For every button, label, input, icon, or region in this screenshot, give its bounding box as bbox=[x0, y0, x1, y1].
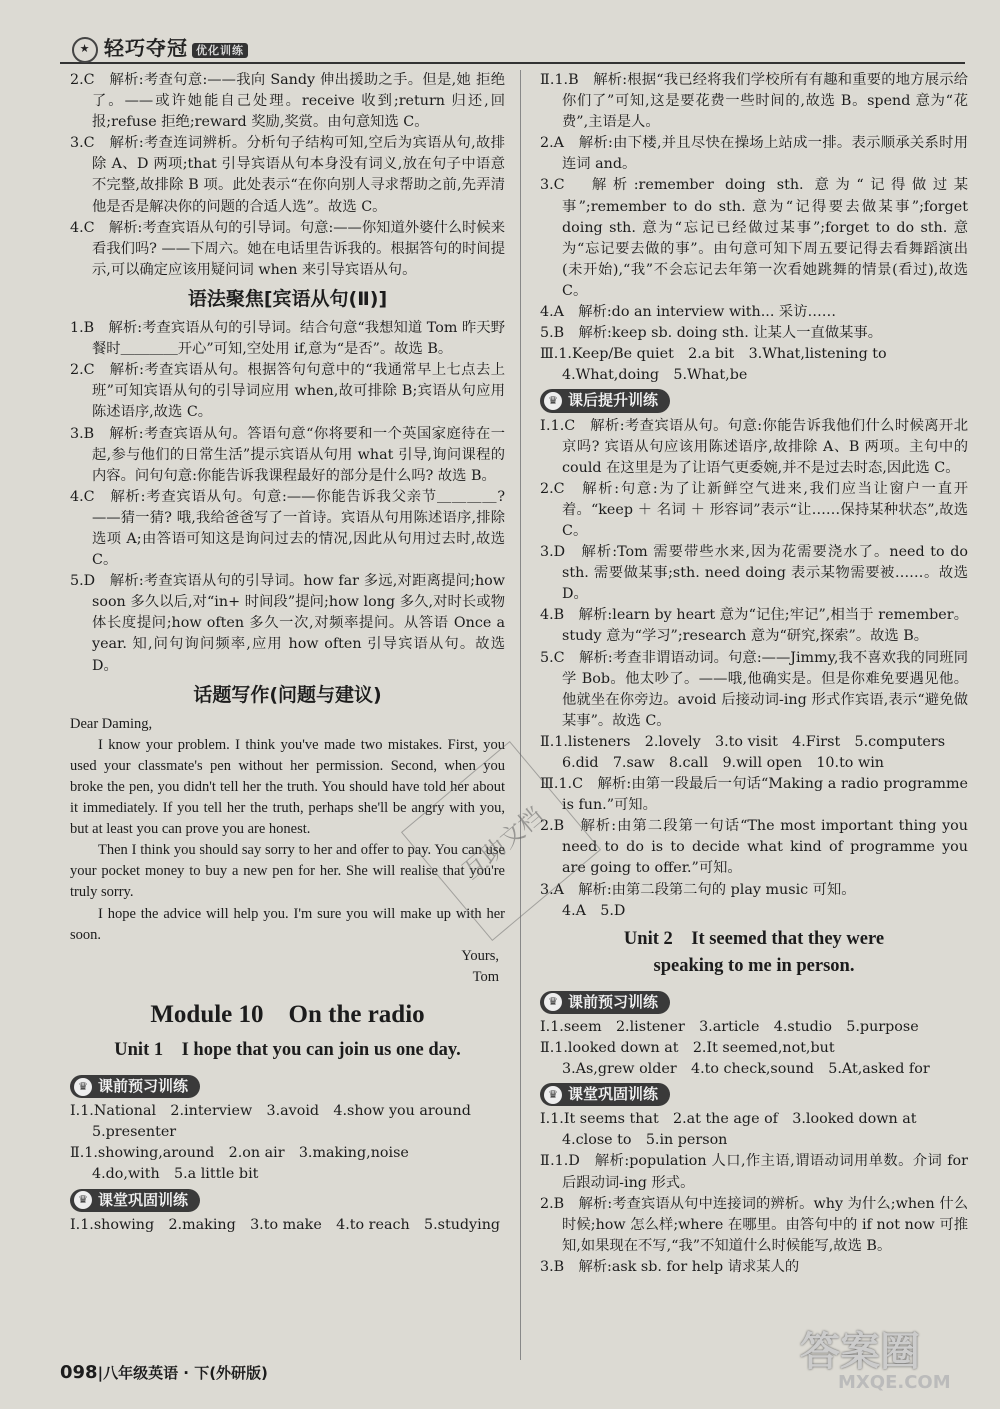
section-title: 话题写作(问题与建议) bbox=[193, 683, 382, 706]
answer-line: Ⅰ.1.showing 2.making 3.to make 4.to reach 5.studying bbox=[70, 1216, 501, 1233]
right-column bbox=[540, 70, 968, 1278]
answer-item: 2.B 解析:考查宾语从句中连接词的辨析。why 为什么;when 什么时候;how 怎么样;where 在哪里。由答句中的 if not now 可推知,如果现在不写,“我”不知道什么时候能写,故选 B。 bbox=[540, 1195, 968, 1254]
unit-title: Unit 1 I hope that you can join us one day. bbox=[114, 1040, 461, 1061]
answer-item: 3.C 解析:考查连词辨析。分析句子结构可知,空后为宾语从句,故排除 A、D 两项;that 引导宾语从句本身没有词义,放在句子中语意不完整,故排除 B 项。此处表示“在你向别人寻求帮助之前,先弄清他是否是解决你的问题的合适人选”。故选 C。 bbox=[70, 135, 505, 215]
badge-icon: ★ bbox=[72, 37, 98, 63]
crown-icon: ♛ bbox=[544, 1086, 562, 1104]
crown-icon: ♛ bbox=[74, 1078, 92, 1096]
left-column bbox=[70, 70, 505, 1236]
answer-item: 5.B 解析:keep sb. doing sth. 让某人一直做某事。 bbox=[540, 325, 882, 342]
letter-salutation: Dear Daming, bbox=[70, 715, 153, 732]
answer-item: 5.C 解析:考查非谓语动词。句意:——Jimmy,我不喜欢我的同班同学 Bob。他太吵了。——哦,他确实是。但是你难免要遇见他。他就坐在你旁边。avoid 后接动词-ing 形式作宾语,表示“避免做某事”。故选 C。 bbox=[540, 649, 968, 729]
answer-line: Ⅱ.1.listeners 2.lovely 3.to visit 4.First 5.computers bbox=[540, 733, 946, 750]
answer-item: 3.B 解析:ask sb. for help 请求某人的 bbox=[540, 1258, 800, 1275]
answer-item: 5.D 解析:考查宾语从句的引导词。how far 多远,对距离提问;how soon 多久以后,对“in+ 时间段”提问;how long 多久,对时长或物体长度提问;how often 多久一次,对频率提问。从答语 Once a year. 知,问句询问频率,应用 how often 引导宾语从句。故选 D。 bbox=[70, 573, 505, 674]
page-footer: 098|八年级英语 · 下(外研版) bbox=[60, 1362, 268, 1383]
answer-item: 4.C 解析:考查宾语从句的引导词。句意:——你知道外婆什么时候来看我们吗? ——下周六。她在电话里告诉我的。根据答句的时间提示,可以确定应该用疑问词 when 来引导宾语从句。 bbox=[70, 219, 505, 278]
answer-item: 2.C 解析:考查宾语从句。根据答句句意中的“我通常早上七点去上班”可知宾语从句的引导词应用 when,故可排除 B;宾语从句应用陈述语序,故选 C。 bbox=[70, 362, 505, 421]
answer-item: Ⅲ.1.C 解析:由第一段最后一句话“Making a radio programme is fun.”可知。 bbox=[540, 776, 968, 814]
answer-item: 4.A 解析:do an interview with... 采访…… bbox=[540, 304, 837, 321]
book-title: 八年级英语 · 下(外研版) bbox=[103, 1364, 268, 1382]
answer-line: 5.presenter bbox=[92, 1124, 177, 1141]
answer-item: 4.C 解析:考查宾语从句。句意:——你能告诉我父亲节＿＿＿＿? ——猜一猜? 哦,我给爸爸写了一首诗。宾语从句用陈述语序,排除选项 A;由答语可知这是询问过去的情况,因此从句用过去时,故选 C。 bbox=[70, 488, 505, 569]
letter-signature: Tom bbox=[472, 968, 499, 985]
answer-line: 3.As,grew older 4.to check,sound 5.At,asked for bbox=[562, 1061, 930, 1078]
crown-icon: ♛ bbox=[544, 993, 562, 1011]
letter-paragraph: Then I think you should say sorry to her and offer to pay. You can use your pocket money to buy a new pen for her. She will realise that you're truly sorry. bbox=[70, 842, 505, 901]
answer-item: 3.C 解析:remember doing sth. 意为“记得做过某事”;remember to do sth. 意为“记得要去做某事”;forget doing sth. 意为“忘记已经做过某事”;forget to do sth. 意为“忘记要去做的事”。由句意可知下周五要记得去看舞蹈演出(未开始),“我”不会忘记去年第一次看她跳舞的情景(看过),故选 C。 bbox=[540, 177, 968, 299]
page-number: 098 bbox=[60, 1362, 98, 1383]
answer-item: 2.B 解析:由第二段第一句话“The most important thing you need to do is to decide what kind of programme you are going to offer.”可知。 bbox=[540, 818, 968, 877]
answer-line: 4.A 5.D bbox=[562, 902, 626, 919]
section-badge: ♛ 课前预习训练 bbox=[540, 991, 670, 1014]
crown-icon: ♛ bbox=[74, 1191, 92, 1209]
answer-line: Ⅱ.1.showing,around 2.on air 3.making,noise bbox=[70, 1145, 409, 1162]
answer-item: 4.B 解析:learn by heart 意为“记住;牢记”,相当于 remember。study 意为“学习”;research 意为“研究,探索”。故选 B。 bbox=[540, 607, 968, 645]
unit-title: Unit 2 It seemed that they were speaking to me in person. bbox=[623, 928, 885, 976]
crown-icon: ♛ bbox=[544, 392, 562, 410]
answer-line: Ⅰ.1.seem 2.listener 3.article 4.studio 5.purpose bbox=[540, 1018, 919, 1035]
watermark-url: MXQE.COM bbox=[838, 1372, 951, 1393]
answer-item: 2.C 解析:句意:为了让新鲜空气进来,我们应当让窗户一直开着。“keep ＋ 名词 ＋ 形容词”表示“让……保持某种状态”,故选 C。 bbox=[540, 480, 968, 539]
section-badge: ♛ 课前预习训练 bbox=[70, 1075, 200, 1098]
answer-line: Ⅰ.1.National 2.interview 3.avoid 4.show you around bbox=[70, 1103, 471, 1120]
answer-item: 3.D 解析:Tom 需要带些水来,因为花需要浇水了。need to do sth. 需要做某事;sth. need doing 表示某物需要被……。故选 D。 bbox=[540, 544, 968, 603]
section-badge: ♛ 课堂巩固训练 bbox=[70, 1189, 200, 1212]
answer-line: Ⅱ.1.looked down at 2.It seemed,not,but bbox=[540, 1039, 835, 1056]
module-title: Module 10 On the radio bbox=[150, 1000, 425, 1028]
section-title: 语法聚焦[宾语从句(Ⅱ)] bbox=[187, 287, 388, 310]
brand-name: 轻巧夺冠 bbox=[104, 36, 188, 60]
answer-item: Ⅰ.1.C 解析:考查宾语从句。句意:你能告诉我他们什么时候离开北京吗? 宾语从句应该用陈述语序,故排除 A、B 两项。主句中的 could 在这里是为了让语气更委婉,并不是过去时态,因此选 C。 bbox=[540, 417, 968, 476]
answer-item: 3.A 解析:由第二段第二句的 play music 可知。 bbox=[540, 881, 856, 898]
answer-item: 2.A 解析:由下楼,并且尽快在操场上站成一排。表示顺承关系时用连词 and。 bbox=[540, 135, 968, 173]
column-divider bbox=[520, 70, 521, 1360]
answer-line: 4.What,doing 5.What,be bbox=[562, 367, 748, 384]
answer-item: 3.B 解析:考查宾语从句。答语句意“你将要和一个英国家庭待在一起,参与他们的日常生活”提示宾语从句用 what 引导,询问课程的内容。问句句意:你能告诉我课程最好的部分是什么吗? 故选 B。 bbox=[70, 425, 505, 484]
answer-line: 4.do,with 5.a little bit bbox=[92, 1166, 259, 1183]
letter-paragraph: I know your problem. I think you've made two mistakes. First, you used your classmate's pen without her permission. Second, when you broke the pen, you didn't tell her the truth. You should have told her about it immediately. If you tell her the truth, perhaps she'll be angry with you, but at least you can prove you are honest. bbox=[70, 736, 505, 838]
answer-line: 4.close to 5.in person bbox=[562, 1132, 728, 1149]
section-badge: ♛ 课堂巩固训练 bbox=[540, 1083, 670, 1106]
answer-line: 6.did 7.saw 8.call 9.will open 10.to win bbox=[562, 755, 884, 771]
answer-line: Ⅰ.1.It seems that 2.at the age of 3.looked down at bbox=[540, 1111, 917, 1128]
section-badge: ♛ 课后提升训练 bbox=[540, 389, 670, 412]
brand-logo bbox=[72, 32, 248, 63]
answer-item: Ⅱ.1.D 解析:population 人口,作主语,谓语动词用单数。介词 for 后跟动词-ing 形式。 bbox=[540, 1153, 968, 1191]
letter-closing: Yours, bbox=[461, 947, 499, 964]
answer-item: 1.B 解析:考查宾语从句的引导词。结合句意“我想知道 Tom 昨天野餐时＿＿＿＿开心”可知,空处用 if,意为“是否”。故选 B。 bbox=[70, 320, 505, 358]
watermark-logo: 答案圈 bbox=[800, 1329, 920, 1375]
answer-line: Ⅲ.1.Keep/Be quiet 2.a bit 3.What,listening to bbox=[540, 346, 887, 363]
letter-paragraph: I hope the advice will help you. I'm sure you will make up with her soon. bbox=[70, 905, 505, 943]
brand-sub: 优化训练 bbox=[192, 43, 248, 58]
watermark-stamp: 互助文档 bbox=[401, 741, 601, 941]
answer-item: 2.C 解析:考查句意:——我向 Sandy 伸出援助之手。但是,她 拒绝了。——或许她能自己处理。receive 收到;return 归还,回报;refuse 拒绝;reward 奖励,奖赏。由句意知选 C。 bbox=[70, 72, 506, 131]
answer-item: Ⅱ.1.B 解析:根据“我已经将我们学校所有有趣和重要的地方展示给你们了”可知,这是要花费一些时间的,故选 B。spend 意为“花费”,主语是人。 bbox=[540, 72, 968, 131]
page-header bbox=[60, 30, 965, 64]
